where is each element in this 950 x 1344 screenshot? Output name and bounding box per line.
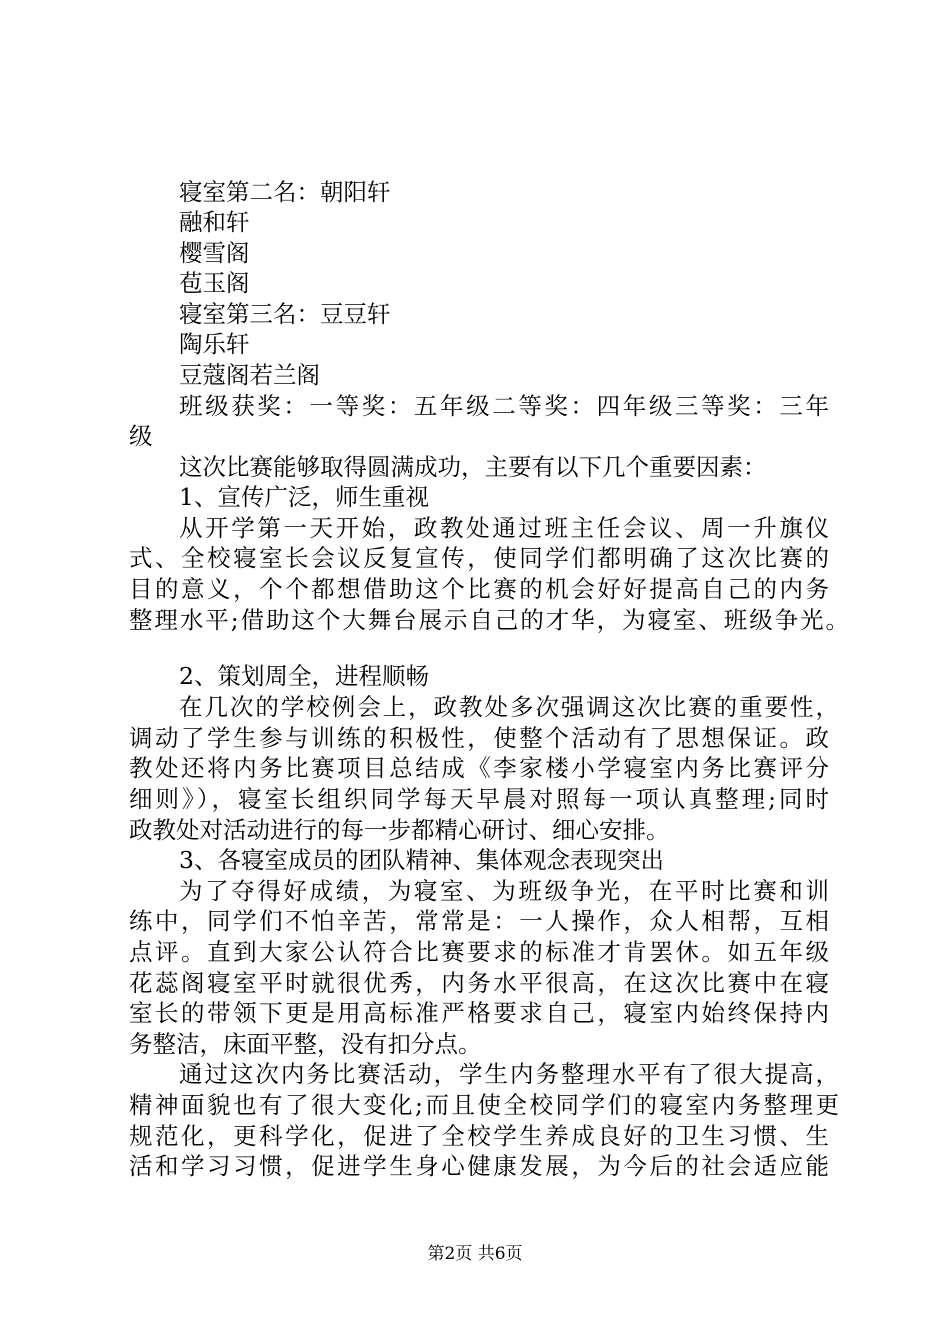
page-number: 第2页 共6页	[427, 1244, 523, 1264]
award-line: 苞玉阁	[179, 269, 250, 297]
paragraph-line: 在几次的学校例会上，政教处多次强调这次比赛的重要性，	[179, 693, 839, 721]
paragraph-line: 室长的带领下更是用高标准严格要求自己，寝室内始终保持内	[129, 999, 829, 1027]
paragraph-line: 规范化，更科学化，促进了全校学生养成良好的卫生习惯、生	[129, 1122, 829, 1150]
award-line: 寝室第二名：朝阳轩	[179, 178, 391, 206]
section-heading: 2、策划周全，进程顺畅	[179, 662, 429, 690]
award-line: 樱雪阁	[179, 239, 250, 267]
award-line: 陶乐轩	[179, 330, 250, 358]
paragraph-line: 细则》），寝室长组织同学每天早晨对照每一项认真整理;同时	[129, 785, 829, 813]
paragraph-line: 精神面貌也有了很大变化;而且使全校同学们的寝室内务整理更	[129, 1091, 839, 1119]
section-heading: 1、宣传广泛，师生重视	[179, 483, 429, 511]
paragraph-line: 目的意义，个个都想借助这个比赛的机会好好提高自己的内务	[129, 575, 829, 603]
class-award-line: 级	[129, 422, 153, 450]
paragraph-line: 花蕊阁寝室平时就很优秀，内务水平很高，在这次比赛中在寝	[129, 969, 829, 997]
award-line: 寝室第三名：豆豆轩	[179, 300, 391, 328]
paragraph-line: 这次比赛能够取得圆满成功，主要有以下几个重要因素：	[179, 453, 767, 481]
paragraph-line: 务整洁，床面平整，没有扣分点。	[129, 1030, 482, 1058]
paragraph-line: 活和学习习惯，促进学生身心健康发展，为今后的社会适应能	[129, 1152, 829, 1180]
paragraph-line: 通过这次内务比赛活动，学生内务整理水平有了很大提高，	[179, 1060, 839, 1088]
paragraph-line: 式、全校寝室长会议反复宣传，使同学们都明确了这次比赛的	[129, 544, 829, 572]
paragraph-line: 教处还将内务比赛项目总结成《李家楼小学寝室内务比赛评分	[129, 754, 829, 782]
section-heading: 3、各寝室成员的团队精神、集体观念表现突出	[179, 846, 664, 874]
class-award-line: 班级获奖：一等奖：五年级二等奖：四年级三等奖：三年	[179, 392, 829, 420]
paragraph-line: 调动了学生参与训练的积极性，使整个活动有了思想保证。政	[129, 724, 829, 752]
paragraph-line: 点评。直到大家公认符合比赛要求的标准才肯罢休。如五年级	[129, 938, 829, 966]
paragraph-line: 整理水平;借助这个大舞台展示自己的才华，为寝室、班级争光。	[129, 606, 849, 634]
paragraph-line: 政教处对活动进行的每一步都精心研讨、细心安排。	[129, 816, 670, 844]
award-line: 豆蔻阁若兰阁	[179, 361, 320, 389]
award-line: 融和轩	[179, 208, 250, 236]
paragraph-line: 为了夺得好成绩，为寝室、为班级争光，在平时比赛和训	[179, 877, 829, 905]
paragraph-line: 从开学第一天开始，政教处通过班主任会议、周一升旗仪	[179, 514, 829, 542]
paragraph-line: 练中，同学们不怕辛苦，常常是：一人操作，众人相帮，互相	[129, 907, 829, 935]
